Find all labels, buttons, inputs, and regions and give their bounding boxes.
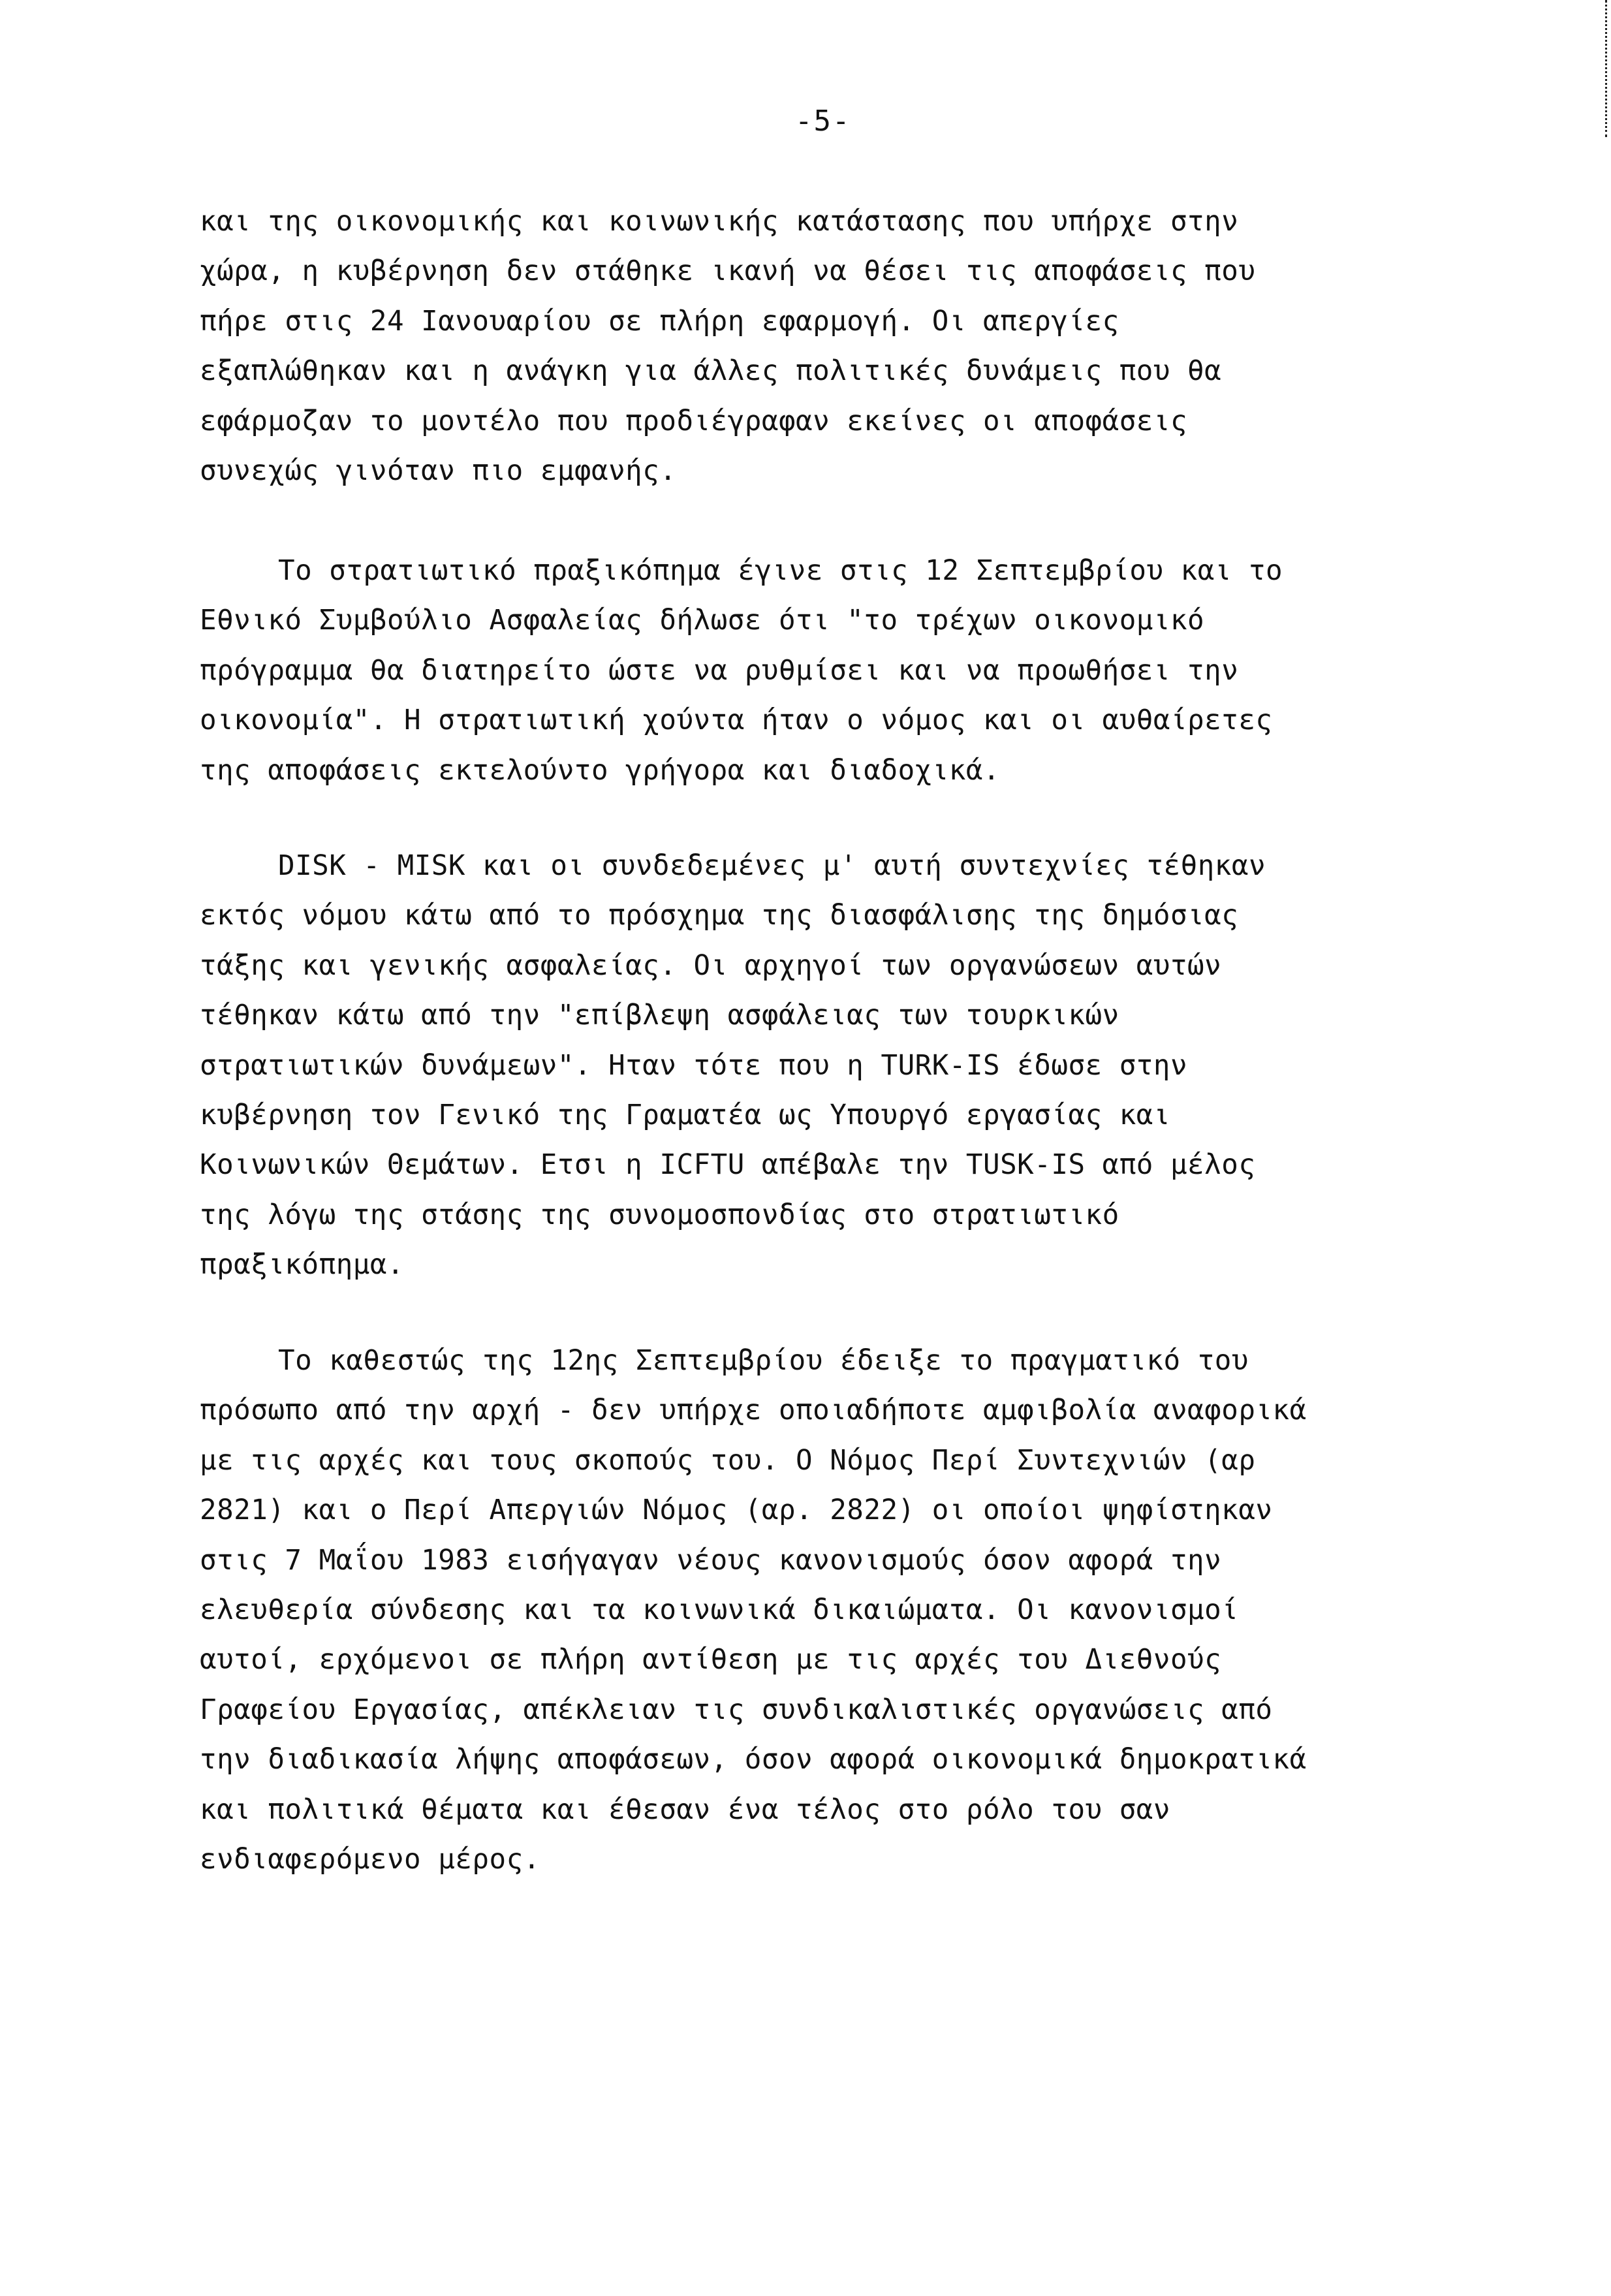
- text-line: 2821) και ο Περί Απεργιών Νόμος (αρ. 2822) οι οποίοι ψηφίστηκαν: [200, 1494, 1273, 1527]
- paragraph-1: [200, 197, 1505, 496]
- text-line: της λόγω της στάσης της συνομοσπονδίας στο στρατιωτικό: [200, 1199, 1119, 1231]
- text-line: Γραφείου Εργασίας, απέκλειαν τις συνδικαλιστικές οργανώσεις από: [200, 1693, 1273, 1726]
- text-line: κυβέρνηση τον Γενικό της Γραματέα ως Υπουργό εργασίας και: [200, 1099, 1170, 1132]
- text-line: στρατιωτικών δυνάμεων". Ηταν τότε που η TURK-IS έδωσε στην: [200, 1049, 1188, 1082]
- text-line: Κοινωνικών Θεμάτων. Ετσι η ICFTU απέβαλε την TUSK-IS από μέλος: [200, 1149, 1256, 1182]
- text-line: εξαπλώθηκαν και η ανάγκη για άλλες πολιτικές δυνάμεις που θα: [200, 355, 1222, 388]
- text-line: ελευθερία σύνδεσης και τα κοινωνικά δικαιώματα. Οι κανονισμοί: [200, 1594, 1239, 1627]
- text-line: πήρε στις 24 Ιανουαρίου σε πλήρη εφαρμογή. Οι απεργίες: [200, 305, 1119, 338]
- text-line: στις 7 Μαΐου 1983 εισήγαγαν νέους κανονισμούς όσον αφορά την: [200, 1544, 1222, 1577]
- text-line: ενδιαφερόμενο μέρος.: [200, 1844, 540, 1876]
- paragraph-4: [200, 1336, 1505, 1885]
- text-line: πρόσωπο από την αρχή - δεν υπήρχε οποιαδήποτε αμφιβολία αναφορικά: [200, 1394, 1307, 1427]
- text-line: και της οικονομικής και κοινωνικής κατάστασης που υπήρχε στην: [200, 206, 1239, 238]
- text-line: με τις αρχές και τους σκοπούς του. Ο Νόμος Περί Συντεχνιών (αρ: [200, 1444, 1256, 1477]
- text-line: της αποφάσεις εκτελούντο γρήγορα και διαδοχικά.: [200, 754, 1001, 787]
- text-line: και πολιτικά θέματα και έθεσαν ένα τέλος στο ρόλο του σαν: [200, 1793, 1170, 1826]
- text-line: πρόγραμμα θα διατηρείτο ώστε να ρυθμίσει και να προωθήσει την: [200, 654, 1239, 687]
- text-line: εκτός νόμου κάτω από το πρόσχημα της διασφάλισης της δημόσιας: [200, 900, 1239, 932]
- text-line: χώρα, η κυβέρνηση δεν στάθηκε ικανή να θέσει τις αποφάσεις που: [200, 255, 1256, 288]
- text-line: την διαδικασία λήψης αποφάσεων, όσον αφορά οικονομικά δημοκρατικά: [200, 1744, 1307, 1776]
- page-number: -5-: [795, 104, 851, 138]
- paragraph-3: [200, 841, 1505, 1291]
- text-line: συνεχώς γινόταν πιο εμφανής.: [200, 455, 677, 488]
- text-line: εφάρμοζαν το μοντέλο που προδιέγραφαν εκείνες οι αποφάσεις: [200, 405, 1188, 437]
- text-line: αυτοί, ερχόμενοι σε πλήρη αντίθεση με τις αρχές του Διεθνούς: [200, 1644, 1222, 1676]
- paragraph-2: [200, 546, 1505, 796]
- text-line: οικονομία". Η στρατιωτική χούντα ήταν ο νόμος και οι αυθαίρετες: [200, 704, 1273, 737]
- margin-mark: [1603, 0, 1607, 137]
- text-line: Το καθεστώς της 12ης Σεπτεμβρίου έδειξε το πραγματικό του: [278, 1345, 1249, 1377]
- text-line: τέθηκαν κάτω από την "επίβλεψη ασφάλειας των τουρκικών: [200, 999, 1119, 1032]
- text-line: Το στρατιωτικό πραξικόπημα έγινε στις 12 Σεπτεμβρίου και το: [278, 555, 1283, 587]
- text-line: Εθνικό Συμβούλιο Ασφαλείας δήλωσε ότι "το τρέχων οικονομικό: [200, 605, 1205, 637]
- text-line: DISK - MISK και οι συνδεδεμένες μ' αυτή συντεχνίες τέθηκαν: [278, 850, 1266, 882]
- text-line: πραξικόπημα.: [200, 1249, 405, 1282]
- text-line: τάξης και γενικής ασφαλείας. Οι αρχηγοί των οργανώσεων αυτών: [200, 949, 1222, 982]
